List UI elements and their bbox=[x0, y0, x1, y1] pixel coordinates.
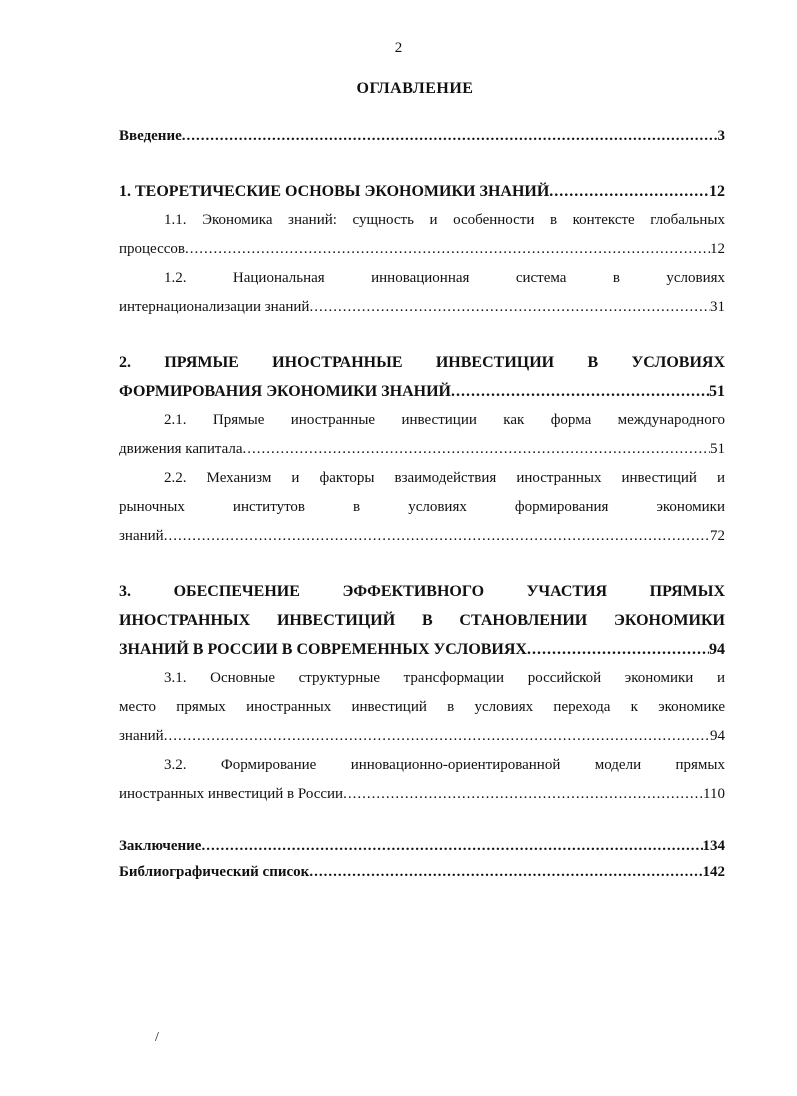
toc-entry-bibliography[interactable] bbox=[119, 861, 725, 883]
toc-entry-line: иностранных инвестиций в России bbox=[119, 786, 344, 802]
toc-entry-label: Введение bbox=[119, 128, 182, 144]
toc-page-number: 31 bbox=[710, 299, 725, 315]
toc-entry-line: ЗНАНИЙ В РОССИИ В СОВРЕМЕННЫХ УСЛОВИЯХ bbox=[119, 641, 527, 658]
dot-leader bbox=[164, 722, 710, 751]
dot-leader bbox=[549, 177, 709, 206]
toc-entry-introduction[interactable] bbox=[119, 122, 725, 151]
toc-page-number: 51 bbox=[709, 383, 725, 400]
dot-leader bbox=[527, 635, 709, 664]
toc-entry-label: Библиографический список bbox=[119, 864, 310, 880]
dot-leader bbox=[164, 522, 710, 551]
toc-entry-line: знаний bbox=[119, 528, 164, 544]
table-of-contents bbox=[119, 122, 725, 883]
dot-leader bbox=[182, 122, 718, 151]
toc-entry-section-2-2[interactable] bbox=[119, 464, 725, 551]
toc-entry-chapter-1[interactable] bbox=[119, 177, 725, 206]
dot-leader bbox=[185, 235, 710, 264]
toc-entry-conclusion[interactable] bbox=[119, 832, 725, 861]
toc-page-number: 51 bbox=[710, 441, 725, 457]
toc-entry-line: 2.2. Механизм и факторы взаимодействия иностранных инвестиций и bbox=[164, 470, 725, 486]
toc-page-number: 12 bbox=[710, 241, 725, 257]
toc-entry-line: место прямых иностранных инвестиций в условиях перехода к экономике bbox=[119, 699, 725, 715]
toc-page-number: 94 bbox=[709, 641, 725, 658]
toc-entry-line: 3.1. Основные структурные трансформации российской экономики и bbox=[164, 670, 725, 686]
toc-entry-line: 1.1. Экономика знаний: сущность и особенности в контексте глобальных bbox=[164, 212, 725, 228]
toc-entry-line: движения капитала bbox=[119, 441, 243, 457]
dot-leader bbox=[201, 832, 702, 861]
toc-entry-label: 1. ТЕОРЕТИЧЕСКИЕ ОСНОВЫ ЭКОНОМИКИ ЗНАНИЙ bbox=[119, 183, 550, 200]
dot-leader bbox=[309, 293, 710, 322]
toc-entry-line: интернационализации знаний bbox=[119, 299, 310, 315]
toc-page-number: 3 bbox=[717, 128, 725, 144]
toc-entry-section-1-2[interactable] bbox=[119, 264, 725, 322]
toc-entry-section-3-1[interactable] bbox=[119, 664, 725, 751]
toc-page-number: 110 bbox=[703, 786, 725, 802]
dot-leader bbox=[451, 377, 709, 406]
toc-entry-line: 2. ПРЯМЫЕ ИНОСТРАННЫЕ ИНВЕСТИЦИИ В УСЛОВИЯХ bbox=[119, 354, 725, 371]
toc-page-number: 72 bbox=[710, 528, 725, 544]
toc-page-number: 94 bbox=[710, 728, 725, 744]
toc-entry-label: Заключение bbox=[119, 838, 202, 854]
toc-entry-section-1-1[interactable] bbox=[119, 206, 725, 264]
toc-entry-chapter-2[interactable] bbox=[119, 348, 725, 406]
toc-entry-section-2-1[interactable] bbox=[119, 406, 725, 464]
dot-leader bbox=[309, 861, 702, 883]
dot-leader bbox=[243, 435, 710, 464]
toc-entry-line: знаний bbox=[119, 728, 164, 744]
toc-entry-line: рыночных институтов в условиях формирования экономики bbox=[119, 499, 725, 515]
toc-entry-line: 1.2. Национальная инновационная система в условиях bbox=[164, 270, 725, 286]
page-number: 2 bbox=[394, 40, 403, 56]
toc-page-number: 134 bbox=[702, 838, 725, 854]
toc-entry-section-3-2[interactable] bbox=[119, 751, 725, 809]
dot-leader bbox=[343, 780, 703, 809]
toc-entry-line: ФОРМИРОВАНИЯ ЭКОНОМИКИ ЗНАНИЙ bbox=[119, 383, 451, 400]
toc-page-number: 142 bbox=[702, 864, 725, 880]
toc-entry-chapter-3[interactable] bbox=[119, 577, 725, 664]
toc-page-number: 12 bbox=[709, 183, 725, 200]
toc-entry-line: 3. ОБЕСПЕЧЕНИЕ ЭФФЕКТИВНОГО УЧАСТИЯ ПРЯМЫХ bbox=[119, 583, 725, 600]
scan-artifact-mark: / bbox=[155, 1030, 159, 1045]
toc-entry-line: ИНОСТРАННЫХ ИНВЕСТИЦИЙ В СТАНОВЛЕНИИ ЭКОНОМИКИ bbox=[119, 612, 725, 629]
toc-entry-line: 3.2. Формирование инновационно-ориентированной модели прямых bbox=[164, 757, 725, 773]
toc-entry-line: 2.1. Прямые иностранные инвестиции как форма международного bbox=[164, 412, 725, 428]
toc-entry-line: процессов bbox=[119, 241, 185, 257]
toc-title: ОГЛАВЛЕНИЕ bbox=[356, 80, 474, 97]
